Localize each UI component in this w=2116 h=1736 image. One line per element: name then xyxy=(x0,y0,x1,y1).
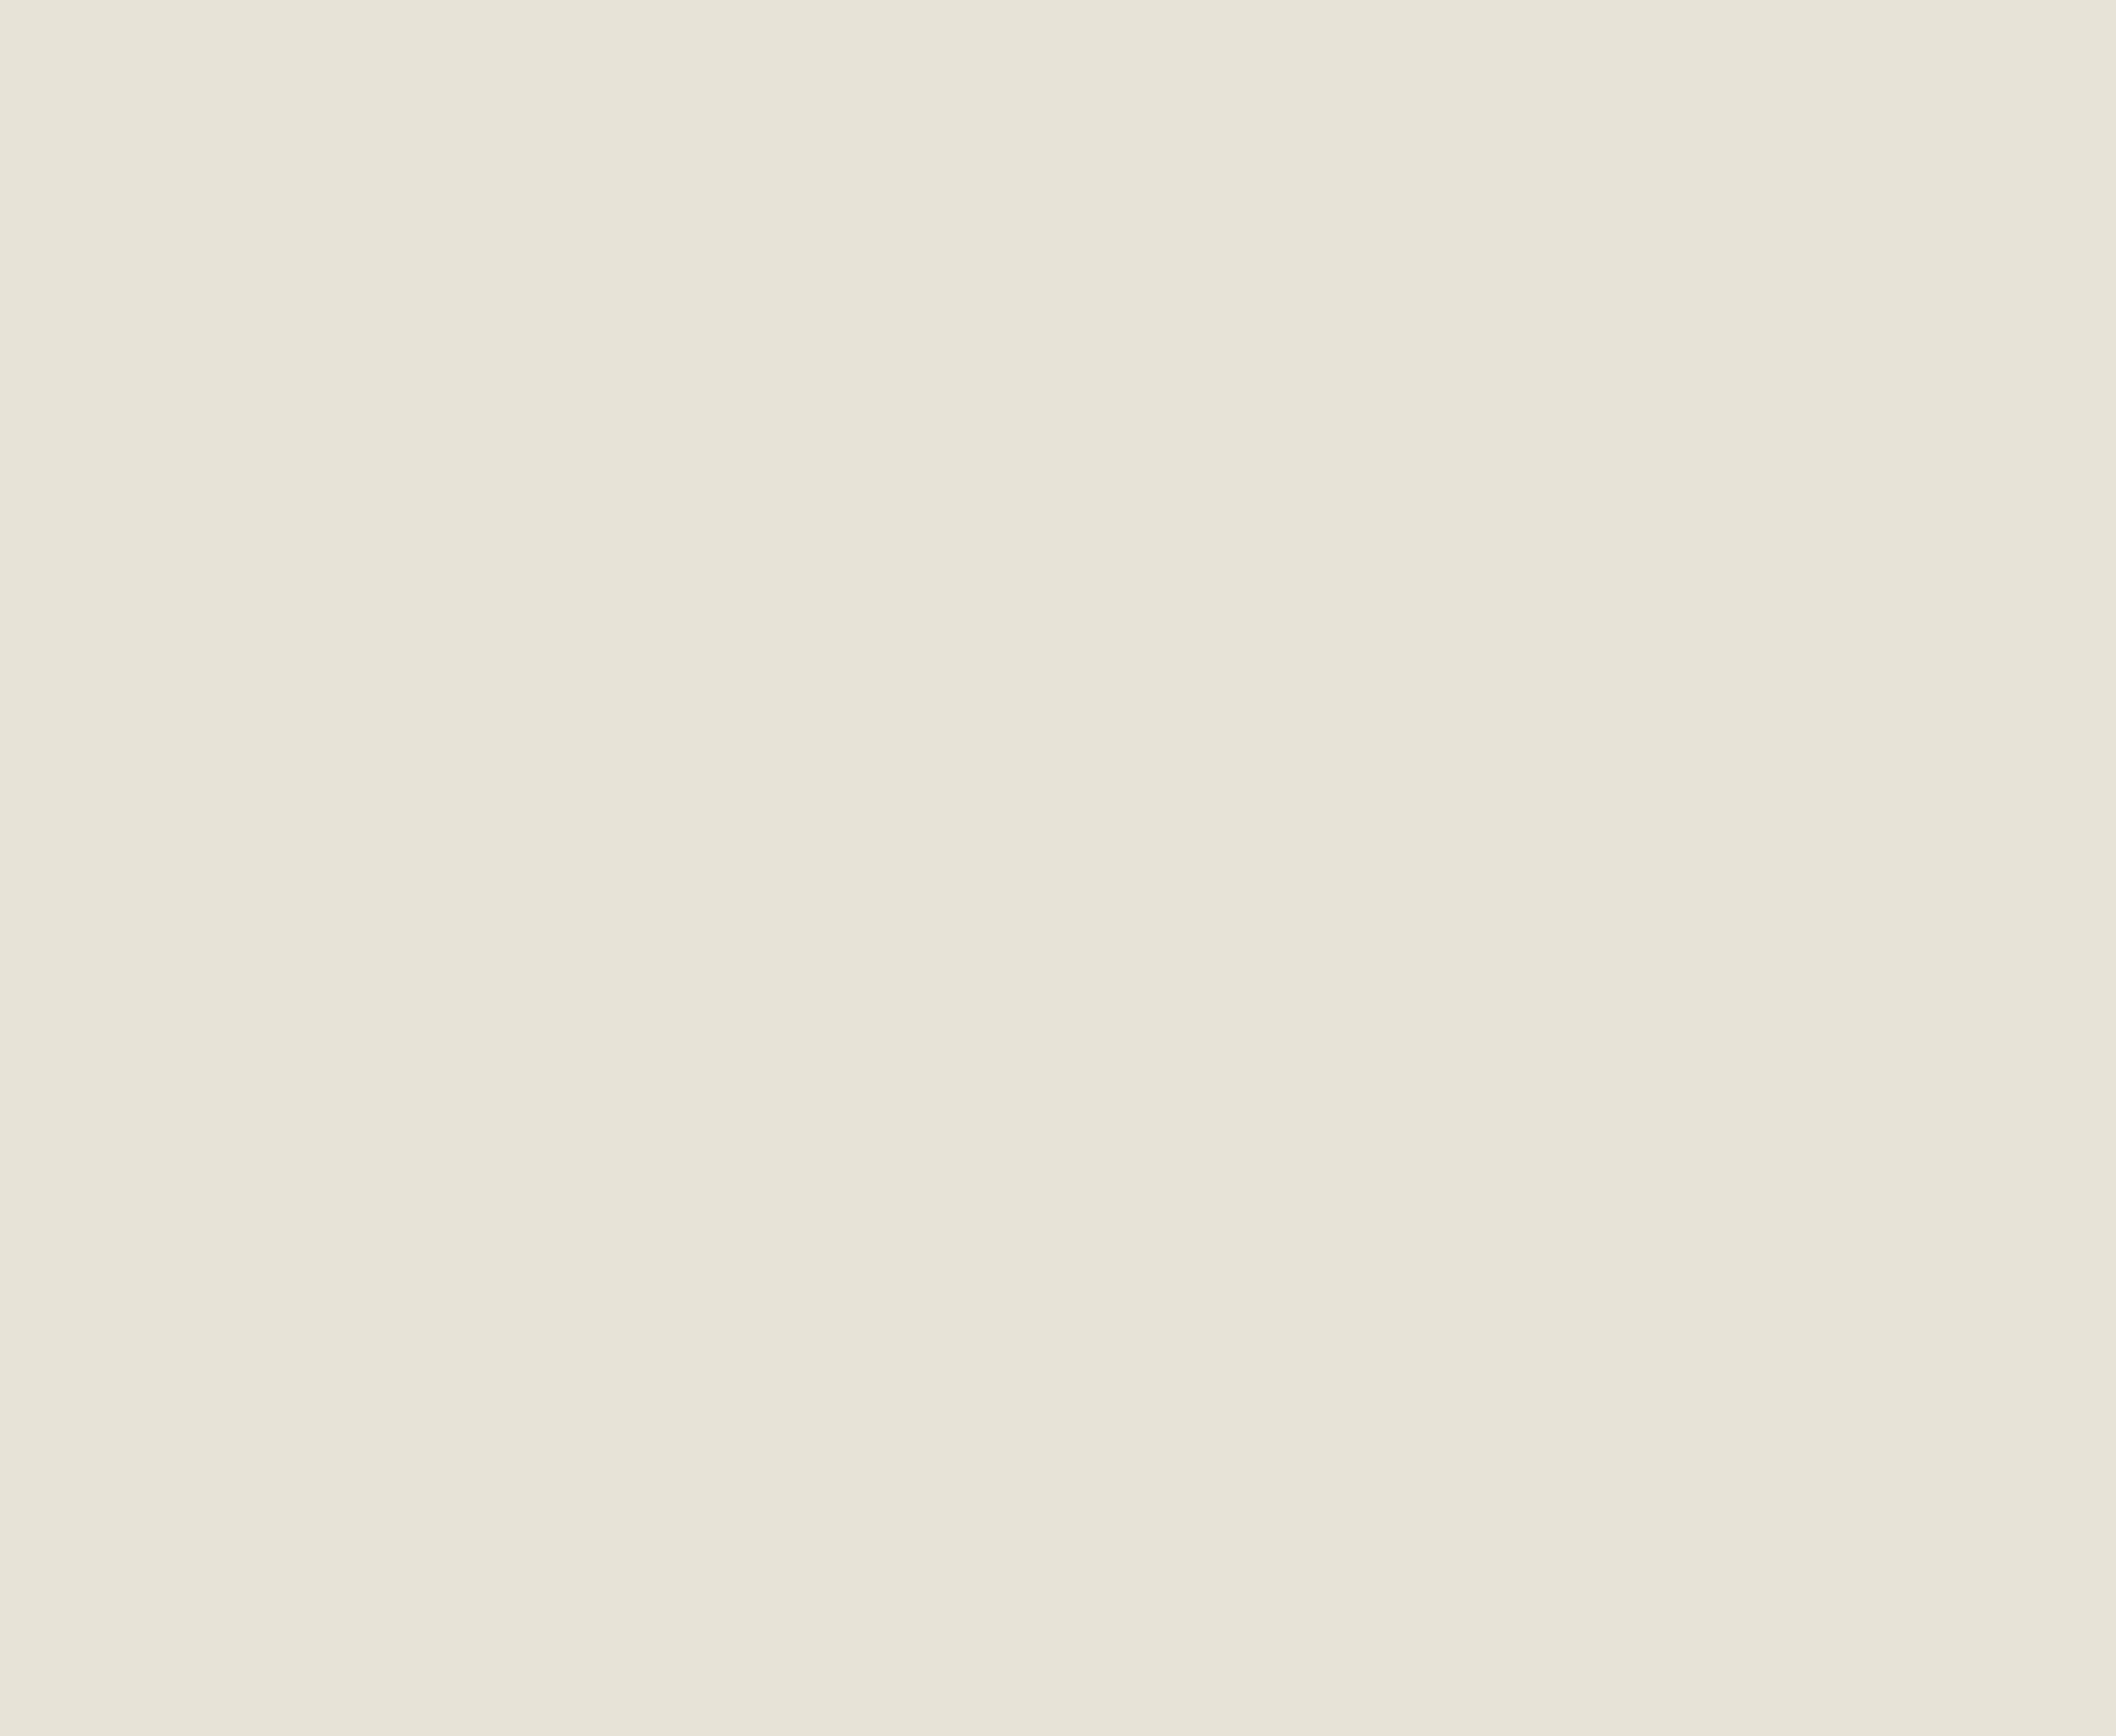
page-title xyxy=(0,144,2116,192)
